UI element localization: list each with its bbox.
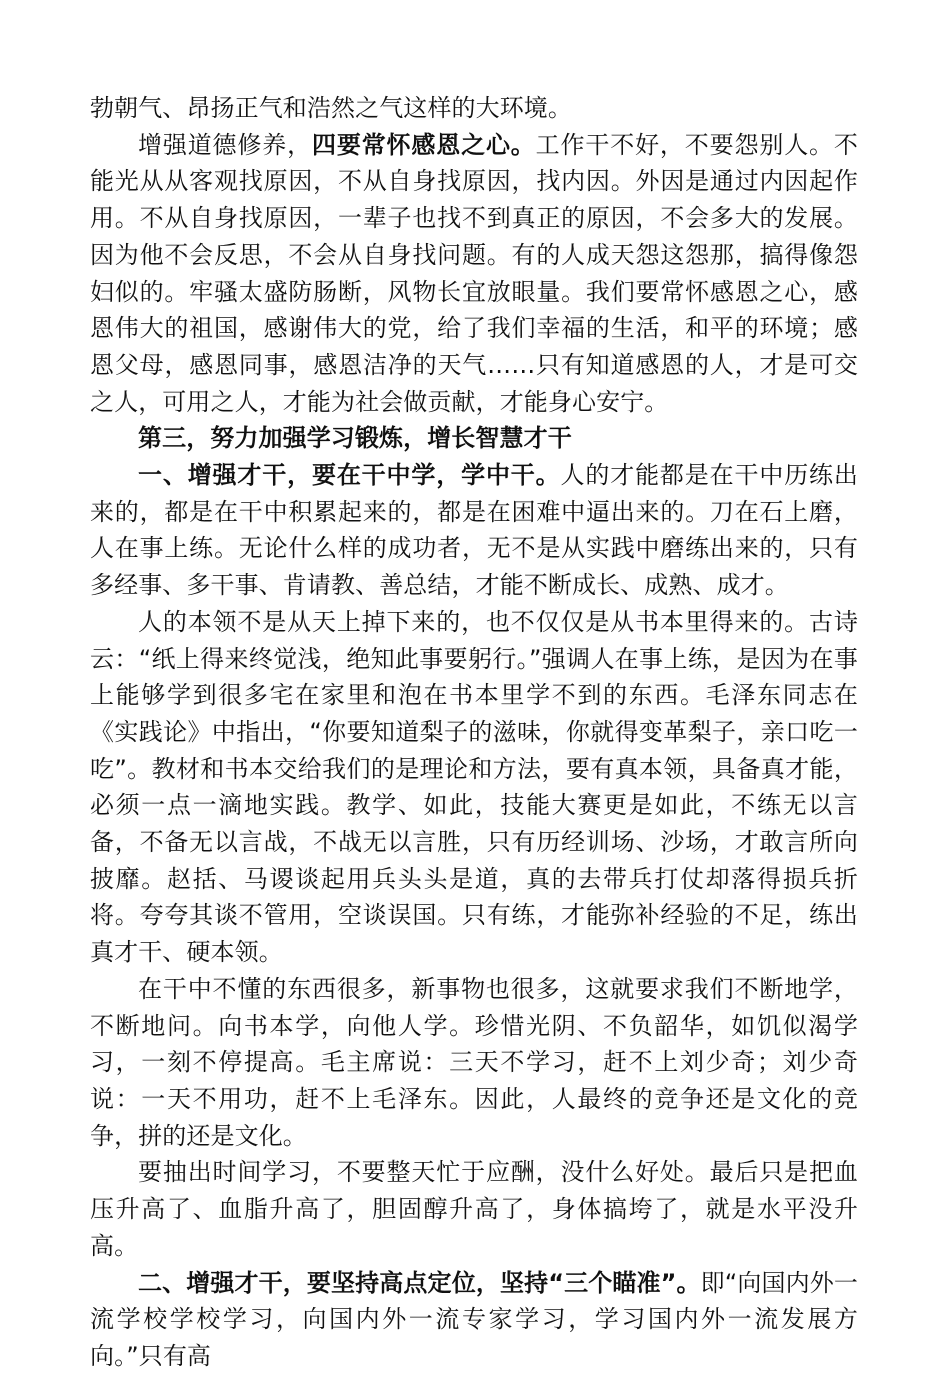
paragraph-6-text: 要抽出时间学习，不要整天忙于应酬，没什么好处。最后只是把血压升高了、血脂升高了，胆固醇升高了，身体搞垮了，就是水平没升高。: [90, 1158, 858, 1260]
paragraph-3: [90, 457, 858, 604]
paragraph-4: [90, 604, 858, 971]
paragraph-3-emphasis: 一、增强才干，要在干中学，学中干。: [138, 461, 561, 490]
paragraph-6: [90, 1154, 858, 1264]
paragraph-2-emphasis: 四要常怀感恩之心。: [311, 130, 536, 159]
paragraph-1: [90, 90, 858, 127]
paragraph-1-text: 勃朝气、昂扬正气和浩然之气这样的大环境。: [90, 94, 572, 122]
document-page: [90, 90, 859, 1370]
paragraph-7: [90, 1265, 858, 1375]
paragraph-7-emphasis: 二、增强才干，要坚持高点定位，坚持“三个瞄准”。: [138, 1268, 701, 1297]
section-heading: [90, 420, 858, 457]
paragraph-3-body: 人的才能都是在干中历练出来的，都是在干中积累起来的，都是在困难中逼出来的。刀在石上磨，人在事上练。无论什么样的成功者，无不是从实践中磨练出来的，只有多经事、多干事、肯请教、善总结，才能不断成长、成熟、成才。: [90, 461, 859, 600]
paragraph-2-body: 工作干不好，不要怨别人。不能光从从客观找原因，不从自身找原因，找内因。外因是通过内因起作用。不从自身找原因，一辈子也找不到真正的原因，不会多大的发展。因为他不会反思，不会从自身找问题。有的人成天怨这怨那，搞得像怨妇似的。牢骚太盛防肠断，风物长宜放眼量。我们要常怀感恩之心，感恩伟大的祖国，感谢伟大的党，给了我们幸福的生活，和平的环境；感恩父母，感恩同事，感恩洁净的天气……只有知道感恩的人，才是可交之人，可用之人，才能为社会做贡献，才能身心安宁。: [90, 130, 859, 416]
paragraph-2-lead: 增强道德修养，: [138, 130, 312, 159]
paragraph-7-body: 即“向国内外一流学校学校学习，向国内外一流专家学习，学习国内外一流发展方向。”只有高: [90, 1268, 858, 1370]
paragraph-2: [90, 127, 858, 421]
paragraph-4-text: 人的本领不是从天上掉下来的，也不仅仅是从书本里得来的。古诗云：“纸上得来终觉浅，绝知此事要躬行。”强调人在事上练，是因为在事上能够学到很多宅在家里和泡在书本里学不到的东西。毛泽东同志在《实践论》中指出，“你要知道梨子的滋味，你就得变革梨子，亲口吃一吃”。教材和书本交给我们的是理论和方法，要有真本领，具备真才能，必须一点一滴地实践。教学、如此，技能大赛更是如此，不练无以言备，不备无以言战，不战无以言胜，只有历经训场、沙场，才敢言所向披靡。赵括、马谡谈起用兵头头是道，真的去带兵打仗却落得损兵折将。夸夸其谈不管用，空谈误国。只有练，才能弥补经验的不足，练出真才干、硬本领。: [90, 607, 858, 967]
section-heading-text: 第三，努力加强学习锻炼，增长智慧才干: [138, 424, 572, 453]
paragraph-5: [90, 971, 858, 1155]
paragraph-5-text: 在干中不懂的东西很多，新事物也很多，这就要求我们不断地学，不断地问。向书本学，向他人学。珍惜光阴、不负韶华，如饥似渴学习，一刻不停提高。毛主席说：三天不学习，赶不上刘少奇；刘少奇说：一天不用功，赶不上毛泽东。因此，人最终的竞争还是文化的竞争，拼的还是文化。: [90, 974, 858, 1150]
